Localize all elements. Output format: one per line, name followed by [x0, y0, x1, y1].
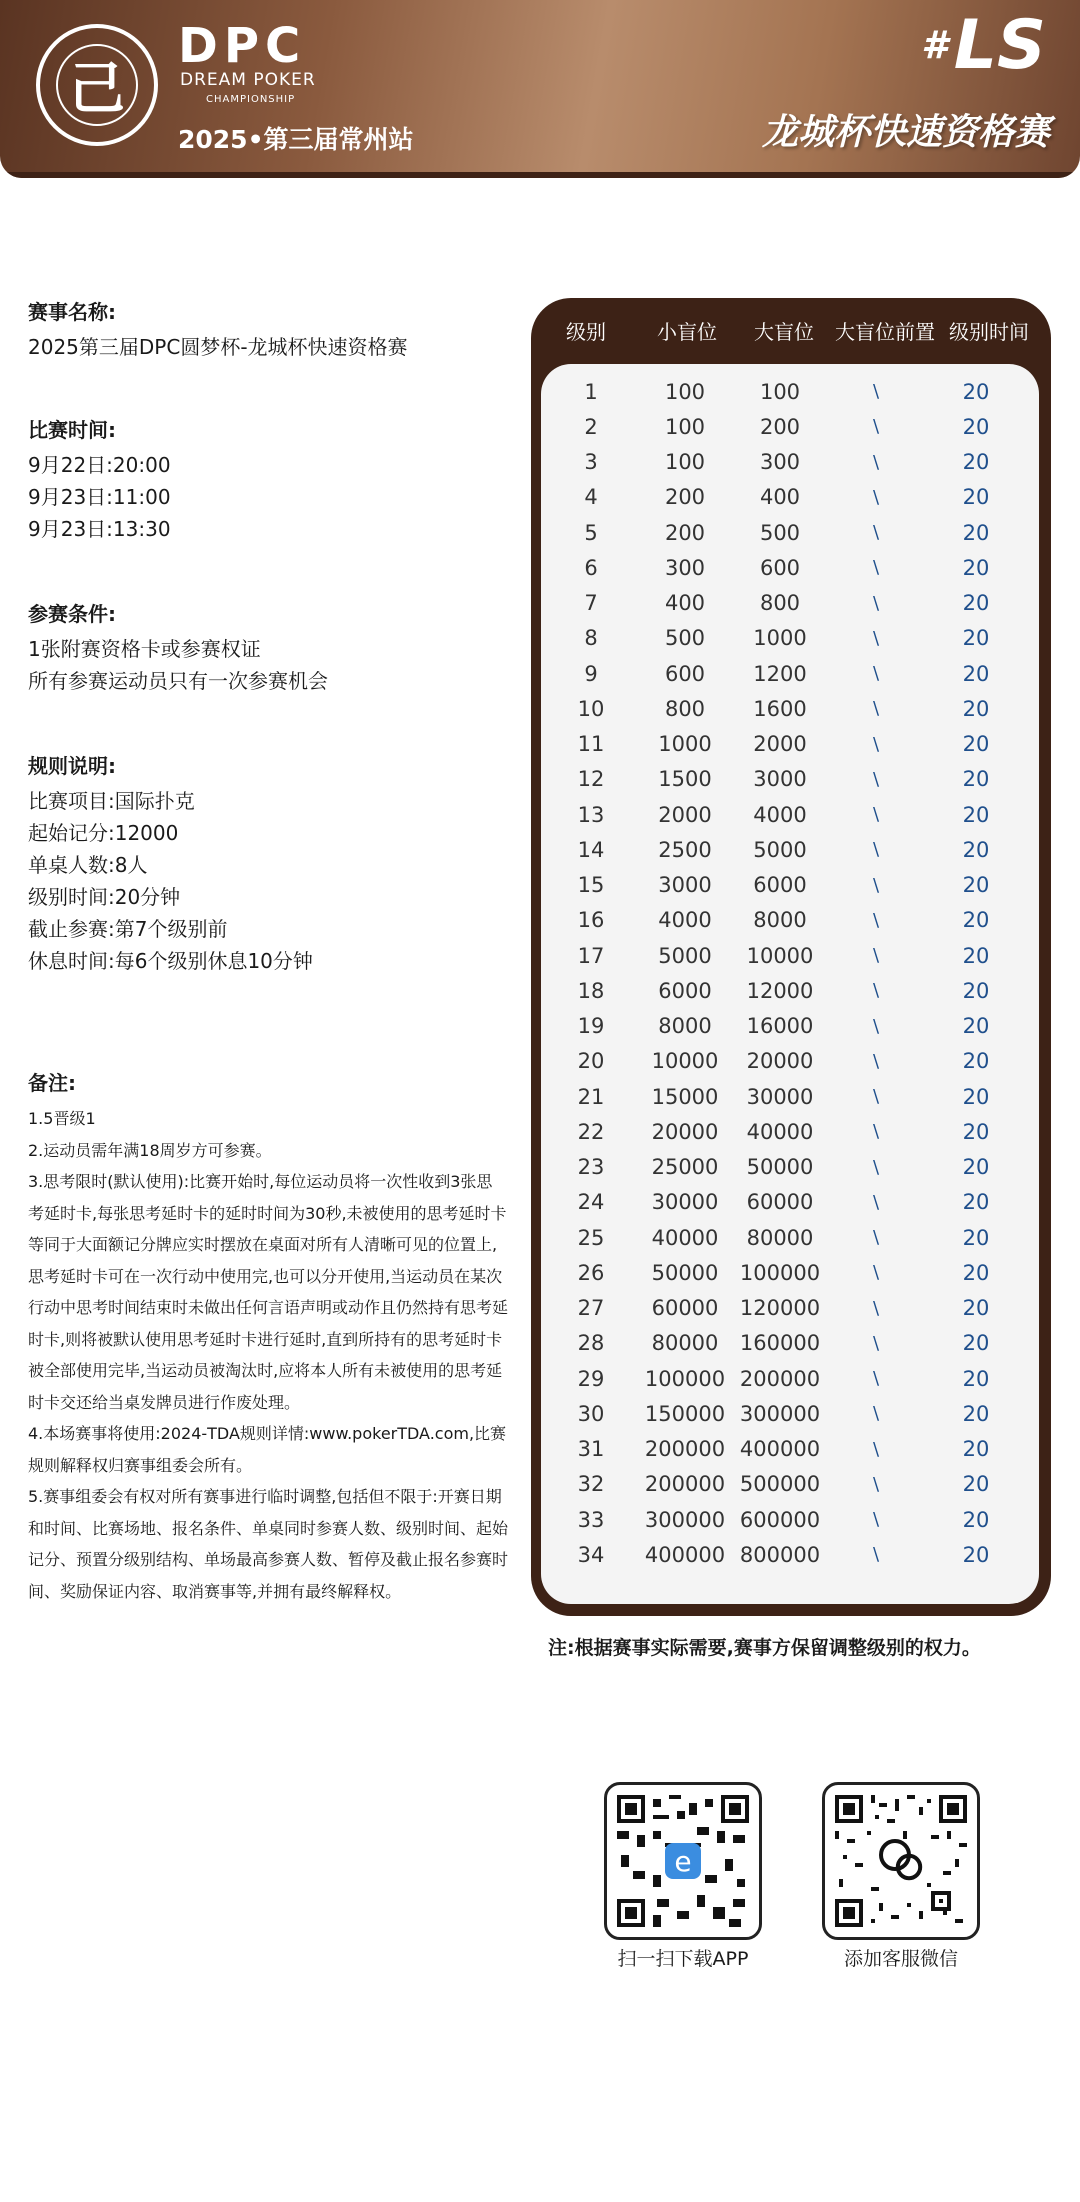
- cell-level: 29: [577, 1366, 605, 1391]
- cell-level: 23: [577, 1155, 605, 1180]
- cell-bb-ante: \: [872, 874, 880, 896]
- cell-small-blind: 8000: [658, 1014, 712, 1039]
- table-row: [541, 656, 1039, 691]
- cell-level-time: 20: [962, 485, 990, 510]
- qr-pattern-icon: [617, 1795, 749, 1927]
- table-row: [541, 868, 1039, 903]
- table-header: [531, 298, 1051, 362]
- table-row: [541, 1361, 1039, 1396]
- cell-small-blind: 200000: [644, 1437, 726, 1462]
- cell-small-blind: 3000: [658, 873, 712, 898]
- cell-small-blind: 300: [664, 555, 706, 580]
- cell-level-time: 20: [962, 1437, 990, 1462]
- header-level: 级别: [566, 319, 606, 344]
- cell-small-blind: 50000: [651, 1260, 719, 1285]
- cell-small-blind: 800: [664, 696, 706, 721]
- cell-big-blind: 600: [759, 555, 801, 580]
- cell-small-blind: 4000: [658, 908, 712, 933]
- header-small-blind: 小盲位: [657, 319, 717, 344]
- cell-bb-ante: \: [872, 1473, 880, 1495]
- cell-big-blind: 12000: [746, 978, 814, 1003]
- svg-text:e: e: [674, 1845, 692, 1878]
- cell-bb-ante: \: [872, 627, 880, 649]
- cell-level-time: 20: [962, 1507, 990, 1532]
- cell-big-blind: 400000: [739, 1437, 821, 1462]
- table-row: [541, 1009, 1039, 1044]
- cell-big-blind: 300000: [739, 1401, 821, 1426]
- cell-bb-ante: \: [872, 1403, 880, 1425]
- cell-bb-ante: \: [872, 486, 880, 508]
- cell-level: 22: [577, 1119, 605, 1144]
- cell-bb-ante: \: [872, 1509, 880, 1531]
- cell-level: 9: [584, 661, 598, 686]
- cell-level-time: 20: [962, 1049, 990, 1074]
- cell-level: 33: [577, 1507, 605, 1532]
- brand-subtitle-2: CHAMPIONSHIP: [206, 94, 296, 105]
- cell-level-time: 20: [962, 873, 990, 898]
- table-body: [541, 364, 1039, 1604]
- cell-level-time: 20: [962, 520, 990, 545]
- cell-level-time: 20: [962, 1084, 990, 1109]
- cell-level: 10: [577, 696, 605, 721]
- cell-small-blind: 10000: [651, 1049, 719, 1074]
- cell-level: 11: [577, 732, 605, 757]
- cell-level: 19: [577, 1014, 605, 1039]
- cell-big-blind: 100000: [739, 1260, 821, 1285]
- table-row: [541, 1396, 1039, 1431]
- cell-level: 28: [577, 1331, 605, 1356]
- table-row: [541, 1150, 1039, 1185]
- conditions-title: 参赛条件:: [28, 602, 116, 626]
- cell-level: 1: [584, 379, 598, 404]
- table-rows: [541, 374, 1039, 1573]
- brand-subtitle: DREAM POKER: [180, 70, 316, 90]
- cell-big-blind: 5000: [753, 837, 807, 862]
- table-row: [541, 938, 1039, 973]
- cell-big-blind: 20000: [746, 1049, 814, 1074]
- cell-level-time: 20: [962, 802, 990, 827]
- cell-level-time: 20: [962, 1155, 990, 1180]
- cell-level-time: 20: [962, 1366, 990, 1391]
- cell-level: 18: [577, 978, 605, 1003]
- cell-big-blind: 40000: [746, 1119, 814, 1144]
- rule-item: 截止参赛:第7个级别前: [28, 917, 228, 941]
- table-row: [541, 1114, 1039, 1149]
- table-row: [541, 1185, 1039, 1220]
- table-row: [541, 445, 1039, 480]
- cell-level-time: 20: [962, 414, 990, 439]
- section-rules: [28, 750, 528, 977]
- cell-bb-ante: \: [872, 839, 880, 861]
- cell-level-time: 20: [962, 555, 990, 580]
- table-row: [541, 550, 1039, 585]
- cell-small-blind: 5000: [658, 943, 712, 968]
- cell-bb-ante: \: [872, 1332, 880, 1354]
- cell-bb-ante: \: [872, 804, 880, 826]
- cell-bb-ante: \: [872, 1191, 880, 1213]
- rule-item: 单桌人数:8人: [28, 853, 148, 877]
- cell-level-time: 20: [962, 767, 990, 792]
- cell-small-blind: 100: [664, 450, 706, 475]
- cell-small-blind: 100: [664, 414, 706, 439]
- cell-level: 5: [584, 520, 598, 545]
- cell-small-blind: 40000: [651, 1225, 719, 1250]
- note-item: 2.运动员需年满18周岁方可参赛。: [28, 1140, 272, 1160]
- table-row: [541, 1220, 1039, 1255]
- cell-bb-ante: \: [872, 557, 880, 579]
- cell-small-blind: 25000: [651, 1155, 719, 1180]
- cell-big-blind: 600000: [739, 1507, 821, 1532]
- cell-level: 20: [577, 1049, 605, 1074]
- cell-level-time: 20: [962, 1260, 990, 1285]
- header-banner: [0, 0, 1080, 178]
- note-item: 3.思考限时(默认使用):比赛开始时,每位运动员将一次性收到3张思考延时卡,每张思考延时卡的延时时间为30秒,未被使用的思考延时卡等同于大面额记分牌应实时摆放在桌面对所有人清晰可见的位置上,思考延时卡可在一次行动中使用完,也可以分开使用,当运动员在某次行动中思考时间结束时未做出任何言语声明或动作且仍然持有思考延时卡,则将被默认使用思考延时卡进行延时,直到所持有的思考延时卡被全部使用完毕,当运动员被淘汰时,应将本人所有未被使用的思考延时卡交还给当桌发牌员进行作废处理。: [28, 1172, 509, 1412]
- cell-small-blind: 200: [664, 485, 706, 510]
- cell-level: 34: [577, 1542, 605, 1567]
- cell-bb-ante: \: [872, 1297, 880, 1319]
- table-row: [541, 1432, 1039, 1467]
- cell-bb-ante: \: [872, 1262, 880, 1284]
- cell-small-blind: 6000: [658, 978, 712, 1003]
- notes-list: [28, 1103, 508, 1607]
- section-conditions: [28, 598, 528, 697]
- app-qr-code: [604, 1782, 762, 1940]
- table-row: [541, 903, 1039, 938]
- cell-bb-ante: \: [872, 1015, 880, 1037]
- cell-big-blind: 1600: [753, 696, 807, 721]
- cell-small-blind: 1000: [658, 732, 712, 757]
- cell-small-blind: 80000: [651, 1331, 719, 1356]
- dpc-logo-icon: [36, 24, 158, 146]
- cell-level-time: 20: [962, 1296, 990, 1321]
- cell-level-time: 20: [962, 1472, 990, 1497]
- cell-level-time: 20: [962, 1225, 990, 1250]
- cell-level-time: 20: [962, 591, 990, 616]
- table-row: [541, 515, 1039, 550]
- cell-bb-ante: \: [872, 980, 880, 1002]
- cell-bb-ante: \: [872, 1121, 880, 1143]
- table-row: [541, 1326, 1039, 1361]
- cell-bb-ante: \: [872, 1438, 880, 1460]
- cell-level: 7: [584, 591, 598, 616]
- cell-big-blind: 50000: [746, 1155, 814, 1180]
- cell-small-blind: 200: [664, 520, 706, 545]
- cell-level-time: 20: [962, 379, 990, 404]
- cell-big-blind: 800000: [739, 1542, 821, 1567]
- table-row: [541, 762, 1039, 797]
- cell-level: 4: [584, 485, 598, 510]
- cell-bb-ante: \: [872, 663, 880, 685]
- condition-item: 所有参赛运动员只有一次参赛机会: [28, 669, 328, 693]
- cell-big-blind: 6000: [753, 873, 807, 898]
- qr-pattern-icon: [835, 1795, 967, 1927]
- event-code: [921, 6, 1046, 85]
- cell-level: 32: [577, 1472, 605, 1497]
- cell-bb-ante: \: [872, 1156, 880, 1178]
- table-row: [541, 727, 1039, 762]
- event-code-hash: #: [921, 23, 948, 67]
- table-row: [541, 1044, 1039, 1079]
- logo-glyph: 己: [56, 44, 138, 126]
- cell-bb-ante: \: [872, 522, 880, 544]
- cell-small-blind: 100000: [644, 1366, 726, 1391]
- cell-level: 2: [584, 414, 598, 439]
- table-row: [541, 1079, 1039, 1114]
- header-bb-ante: 大盲位前置: [835, 319, 935, 344]
- rule-item: 级别时间:20分钟: [28, 885, 181, 909]
- cell-small-blind: 2000: [658, 802, 712, 827]
- cell-level-time: 20: [962, 1190, 990, 1215]
- cell-level: 16: [577, 908, 605, 933]
- table-row: [541, 480, 1039, 515]
- rule-item: 起始记分:12000: [28, 821, 179, 845]
- cell-level: 27: [577, 1296, 605, 1321]
- cell-big-blind: 1200: [753, 661, 807, 686]
- cell-small-blind: 600: [664, 661, 706, 686]
- table-row: [541, 691, 1039, 726]
- event-title: 龙城杯快速资格赛: [761, 112, 1050, 153]
- cell-level-time: 20: [962, 732, 990, 757]
- cell-big-blind: 200: [759, 414, 801, 439]
- cell-small-blind: 200000: [644, 1472, 726, 1497]
- cell-level-time: 20: [962, 1331, 990, 1356]
- cell-level-time: 20: [962, 1014, 990, 1039]
- wechat-qr-code: [822, 1782, 980, 1940]
- table-row: [541, 1502, 1039, 1537]
- cell-bb-ante: \: [872, 451, 880, 473]
- cell-big-blind: 4000: [753, 802, 807, 827]
- cell-level: 15: [577, 873, 605, 898]
- cell-level: 21: [577, 1084, 605, 1109]
- cell-level: 14: [577, 837, 605, 862]
- cell-level-time: 20: [962, 978, 990, 1003]
- cell-small-blind: 400: [664, 591, 706, 616]
- cell-level-time: 20: [962, 943, 990, 968]
- cell-big-blind: 500000: [739, 1472, 821, 1497]
- note-item: 4.本场赛事将使用:2024-TDA规则详情:www.pokerTDA.com,比赛规则解释权归赛事组委会所有。: [28, 1424, 507, 1475]
- cell-bb-ante: \: [872, 733, 880, 755]
- cell-small-blind: 150000: [644, 1401, 726, 1426]
- app-qr-label: 扫一扫下载APP: [617, 1948, 749, 1970]
- cell-bb-ante: \: [872, 1227, 880, 1249]
- cell-big-blind: 160000: [739, 1331, 821, 1356]
- cell-bb-ante: \: [872, 1544, 880, 1566]
- cell-small-blind: 15000: [651, 1084, 719, 1109]
- cell-bb-ante: \: [872, 945, 880, 967]
- cell-big-blind: 30000: [746, 1084, 814, 1109]
- header-big-blind: 大盲位: [754, 319, 814, 344]
- cell-bb-ante: \: [872, 1050, 880, 1072]
- table-row: [541, 973, 1039, 1008]
- cell-big-blind: 800: [759, 591, 801, 616]
- cell-bb-ante: \: [872, 768, 880, 790]
- cell-level: 6: [584, 555, 598, 580]
- cell-level: 12: [577, 767, 605, 792]
- cell-level: 31: [577, 1437, 605, 1462]
- cell-level: 30: [577, 1401, 605, 1426]
- brand-name: DPC: [178, 18, 307, 74]
- cell-big-blind: 100: [759, 379, 801, 404]
- table-row: [541, 621, 1039, 656]
- table-row: [541, 832, 1039, 867]
- cell-level: 25: [577, 1225, 605, 1250]
- cell-level-time: 20: [962, 837, 990, 862]
- cell-bb-ante: \: [872, 1368, 880, 1390]
- cell-level-time: 20: [962, 908, 990, 933]
- cell-small-blind: 400000: [644, 1542, 726, 1567]
- cell-big-blind: 120000: [739, 1296, 821, 1321]
- cell-big-blind: 2000: [753, 732, 807, 757]
- header-level-time: 级别时间: [949, 319, 1029, 344]
- table-row: [541, 374, 1039, 409]
- cell-small-blind: 100: [664, 379, 706, 404]
- cell-big-blind: 300: [759, 450, 801, 475]
- event-name-title: 赛事名称:: [28, 300, 116, 324]
- table-note: 注:根据赛事实际需要,赛事方保留调整级别的权力。: [548, 1637, 981, 1659]
- cell-big-blind: 1000: [753, 626, 807, 651]
- cell-small-blind: 60000: [651, 1296, 719, 1321]
- section-event-time: [28, 414, 528, 545]
- cell-big-blind: 16000: [746, 1014, 814, 1039]
- cell-big-blind: 500: [759, 520, 801, 545]
- cell-big-blind: 3000: [753, 767, 807, 792]
- cell-level: 24: [577, 1190, 605, 1215]
- cell-level: 17: [577, 943, 605, 968]
- cell-small-blind: 20000: [651, 1119, 719, 1144]
- section-event-name: [28, 296, 528, 363]
- cell-level: 13: [577, 802, 605, 827]
- table-row: [541, 1291, 1039, 1326]
- cell-small-blind: 30000: [651, 1190, 719, 1215]
- rules-title: 规则说明:: [28, 754, 116, 778]
- event-code-text: LS: [953, 6, 1046, 85]
- cell-big-blind: 80000: [746, 1225, 814, 1250]
- cell-level: 26: [577, 1260, 605, 1285]
- cell-big-blind: 8000: [753, 908, 807, 933]
- table-row: [541, 1255, 1039, 1290]
- cell-level: 3: [584, 450, 598, 475]
- condition-item: 1张附赛资格卡或参赛权证: [28, 637, 261, 661]
- table-row: [541, 1467, 1039, 1502]
- notes-title: 备注:: [28, 1071, 76, 1095]
- cell-big-blind: 60000: [746, 1190, 814, 1215]
- event-time-item: 9月23日:11:00: [28, 485, 171, 509]
- event-time-item: 9月23日:13:30: [28, 517, 171, 541]
- cell-big-blind: 200000: [739, 1366, 821, 1391]
- cell-level: 8: [584, 626, 598, 651]
- cell-bb-ante: \: [872, 909, 880, 931]
- cell-level-time: 20: [962, 1542, 990, 1567]
- blind-structure-table: [531, 298, 1051, 1616]
- note-item: 1.5晋级1: [28, 1109, 96, 1128]
- cell-level-time: 20: [962, 1119, 990, 1144]
- cell-bb-ante: \: [872, 416, 880, 438]
- event-name-value: 2025第三届DPC圆梦杯-龙城杯快速资格赛: [28, 335, 408, 359]
- event-time-title: 比赛时间:: [28, 418, 116, 442]
- event-time-item: 9月22日:20:00: [28, 453, 171, 477]
- cell-small-blind: 1500: [658, 767, 712, 792]
- cell-bb-ante: \: [872, 381, 880, 403]
- cell-bb-ante: \: [872, 698, 880, 720]
- table-row: [541, 409, 1039, 444]
- cell-small-blind: 300000: [644, 1507, 726, 1532]
- rule-item: 休息时间:每6个级别休息10分钟: [28, 949, 313, 973]
- cell-level-time: 20: [962, 661, 990, 686]
- table-row: [541, 586, 1039, 621]
- rule-item: 比赛项目:国际扑克: [28, 789, 195, 813]
- cell-big-blind: 10000: [746, 943, 814, 968]
- cell-level-time: 20: [962, 1401, 990, 1426]
- cell-big-blind: 400: [759, 485, 801, 510]
- table-row: [541, 797, 1039, 832]
- cell-bb-ante: \: [872, 1086, 880, 1108]
- station-title: 2025•第三届常州站: [178, 125, 414, 154]
- cell-small-blind: 2500: [658, 837, 712, 862]
- note-item: 5.赛事组委会有权对所有赛事进行临时调整,包括但不限于:开赛日期和时间、比赛场地、报名条件、单桌同时参赛人数、级别时间、起始记分、预置分级别结构、单场最高参赛人数、暂停及截止报名参赛时间、奖励保证内容、取消赛事等,并拥有最终解释权。: [28, 1487, 509, 1601]
- table-row: [541, 1537, 1039, 1572]
- cell-level-time: 20: [962, 450, 990, 475]
- cell-level-time: 20: [962, 626, 990, 651]
- wechat-qr-label: 添加客服微信: [843, 1948, 958, 1970]
- cell-bb-ante: \: [872, 592, 880, 614]
- cell-small-blind: 500: [664, 626, 706, 651]
- cell-level-time: 20: [962, 696, 990, 721]
